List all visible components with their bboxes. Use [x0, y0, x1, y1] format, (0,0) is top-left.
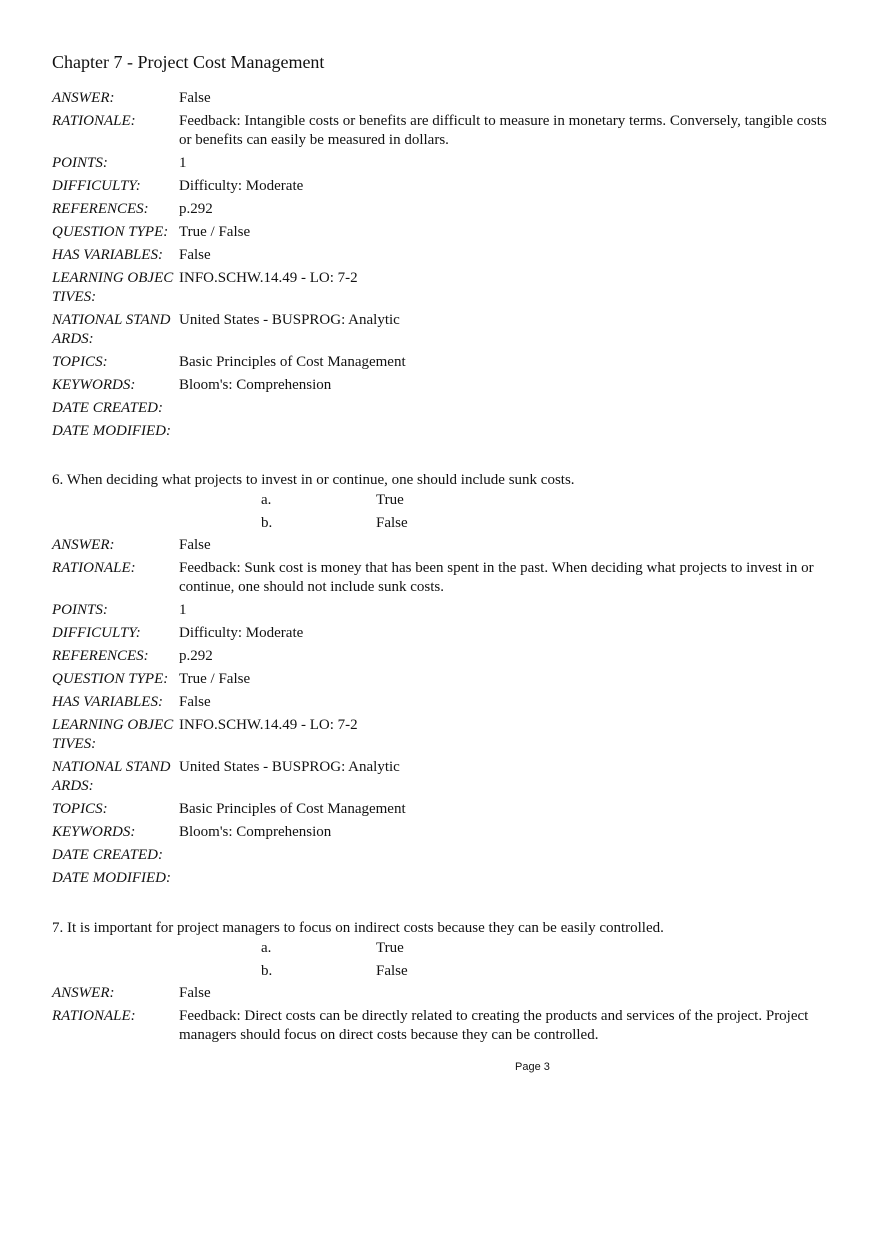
meta-value — [179, 422, 842, 441]
meta-value: 1 — [179, 155, 187, 171]
meta-label: LEARNING OBJECTIVES: — [52, 717, 174, 752]
meta-row-question-type — [52, 223, 842, 242]
option-text: True — [376, 492, 404, 508]
meta-row-question-type — [52, 670, 842, 689]
meta-label: POINTS: — [52, 155, 108, 171]
meta-value — [179, 399, 842, 418]
meta-row-date-created — [52, 399, 842, 418]
meta-label: QUESTION TYPE: — [52, 671, 169, 687]
meta-value: Bloom's: Comprehension — [179, 824, 332, 840]
meta-label: KEYWORDS: — [52, 377, 136, 393]
meta-label: NATIONAL STANDARDS: — [52, 312, 171, 347]
chapter-title: Chapter 7 - Project Cost Management — [52, 52, 325, 72]
meta-label: KEYWORDS: — [52, 824, 136, 840]
meta-label: NATIONAL STANDARDS: — [52, 759, 171, 794]
meta-value — [179, 846, 842, 865]
meta-row-difficulty — [52, 177, 842, 196]
meta-value: False — [179, 537, 211, 553]
meta-label: POINTS: — [52, 602, 108, 618]
meta-row-answer — [52, 536, 842, 555]
meta-row-references — [52, 647, 842, 666]
question-7-metadata — [52, 984, 842, 1049]
option-letter: a. — [261, 940, 272, 956]
meta-value: Feedback: Sunk cost is money that has been spent in the past. When deciding what projects to invest in or continue, one should not include sunk costs. — [179, 560, 814, 595]
option-text: False — [376, 963, 408, 979]
meta-label: DATE MODIFIED: — [52, 423, 171, 439]
meta-row-difficulty — [52, 624, 842, 643]
meta-row-references — [52, 200, 842, 219]
meta-row-rationale — [52, 559, 842, 597]
meta-row-learning-objectives — [52, 716, 842, 754]
meta-label: DATE MODIFIED: — [52, 870, 171, 886]
meta-label: LEARNING OBJECTIVES: — [52, 270, 174, 305]
meta-value: False — [179, 90, 211, 106]
question-7-text: 7. It is important for project managers to focus on indirect costs because they can be easily controlled. — [52, 920, 664, 936]
meta-row-keywords — [52, 823, 842, 842]
meta-label: ANSWER: — [52, 537, 115, 553]
meta-row-points — [52, 154, 842, 173]
meta-value: Basic Principles of Cost Management — [179, 801, 406, 817]
meta-value: False — [179, 247, 211, 263]
option-text: True — [376, 940, 404, 956]
meta-value: United States - BUSPROG: Analytic — [179, 312, 400, 328]
meta-label: REFERENCES: — [52, 648, 149, 664]
meta-value: INFO.SCHW.14.49 - LO: 7-2 — [179, 717, 358, 733]
meta-value: Feedback: Intangible costs or benefits are difficult to measure in monetary terms. Conversely, tangible costs or benefits can easily be measured in dollars. — [179, 113, 827, 148]
meta-label: HAS VARIABLES: — [52, 247, 163, 263]
meta-value: True / False — [179, 671, 251, 687]
meta-label: RATIONALE: — [52, 1008, 136, 1024]
option-letter: b. — [261, 963, 273, 979]
meta-value: True / False — [179, 224, 251, 240]
meta-row-date-created — [52, 846, 842, 865]
meta-label: DIFFICULTY: — [52, 625, 141, 641]
meta-label: QUESTION TYPE: — [52, 224, 169, 240]
question-6-text: 6. When deciding what projects to invest in or continue, one should include sunk costs. — [52, 472, 575, 488]
meta-value: False — [179, 985, 211, 1001]
meta-label: TOPICS: — [52, 801, 108, 817]
meta-label: DATE CREATED: — [52, 847, 163, 863]
meta-label: RATIONALE: — [52, 113, 136, 129]
meta-row-rationale — [52, 112, 842, 150]
option-text: False — [376, 515, 408, 531]
question-6-metadata — [52, 536, 842, 892]
meta-row-rationale — [52, 1007, 842, 1045]
meta-value: Basic Principles of Cost Management — [179, 354, 406, 370]
meta-value: False — [179, 694, 211, 710]
meta-value: Difficulty: Moderate — [179, 625, 304, 641]
page-number: Page 3 — [515, 1061, 550, 1073]
question-5-metadata — [52, 89, 842, 445]
meta-label: REFERENCES: — [52, 201, 149, 217]
meta-row-answer — [52, 89, 842, 108]
meta-label: DATE CREATED: — [52, 400, 163, 416]
meta-value — [179, 869, 842, 888]
meta-row-national-standards — [52, 758, 842, 796]
meta-row-learning-objectives — [52, 269, 842, 307]
meta-label: HAS VARIABLES: — [52, 694, 163, 710]
meta-row-topics — [52, 800, 842, 819]
meta-label: DIFFICULTY: — [52, 178, 141, 194]
meta-label: RATIONALE: — [52, 560, 136, 576]
meta-row-points — [52, 601, 842, 620]
meta-row-keywords — [52, 376, 842, 395]
meta-row-date-modified — [52, 422, 842, 441]
meta-row-topics — [52, 353, 842, 372]
meta-row-has-variables — [52, 693, 842, 712]
option-letter: a. — [261, 492, 272, 508]
meta-value: United States - BUSPROG: Analytic — [179, 759, 400, 775]
meta-row-answer — [52, 984, 842, 1003]
meta-row-national-standards — [52, 311, 842, 349]
meta-value: Difficulty: Moderate — [179, 178, 304, 194]
meta-label: TOPICS: — [52, 354, 108, 370]
meta-value: p.292 — [179, 648, 213, 664]
meta-label: ANSWER: — [52, 90, 115, 106]
meta-value: Feedback: Direct costs can be directly related to creating the products and services of the project. Project managers should focus on direct costs because they can be controlled. — [179, 1008, 809, 1043]
meta-value: INFO.SCHW.14.49 - LO: 7-2 — [179, 270, 358, 286]
meta-row-has-variables — [52, 246, 842, 265]
meta-label: ANSWER: — [52, 985, 115, 1001]
meta-value: 1 — [179, 602, 187, 618]
meta-value: Bloom's: Comprehension — [179, 377, 332, 393]
meta-row-date-modified — [52, 869, 842, 888]
option-letter: b. — [261, 515, 273, 531]
meta-value: p.292 — [179, 201, 213, 217]
